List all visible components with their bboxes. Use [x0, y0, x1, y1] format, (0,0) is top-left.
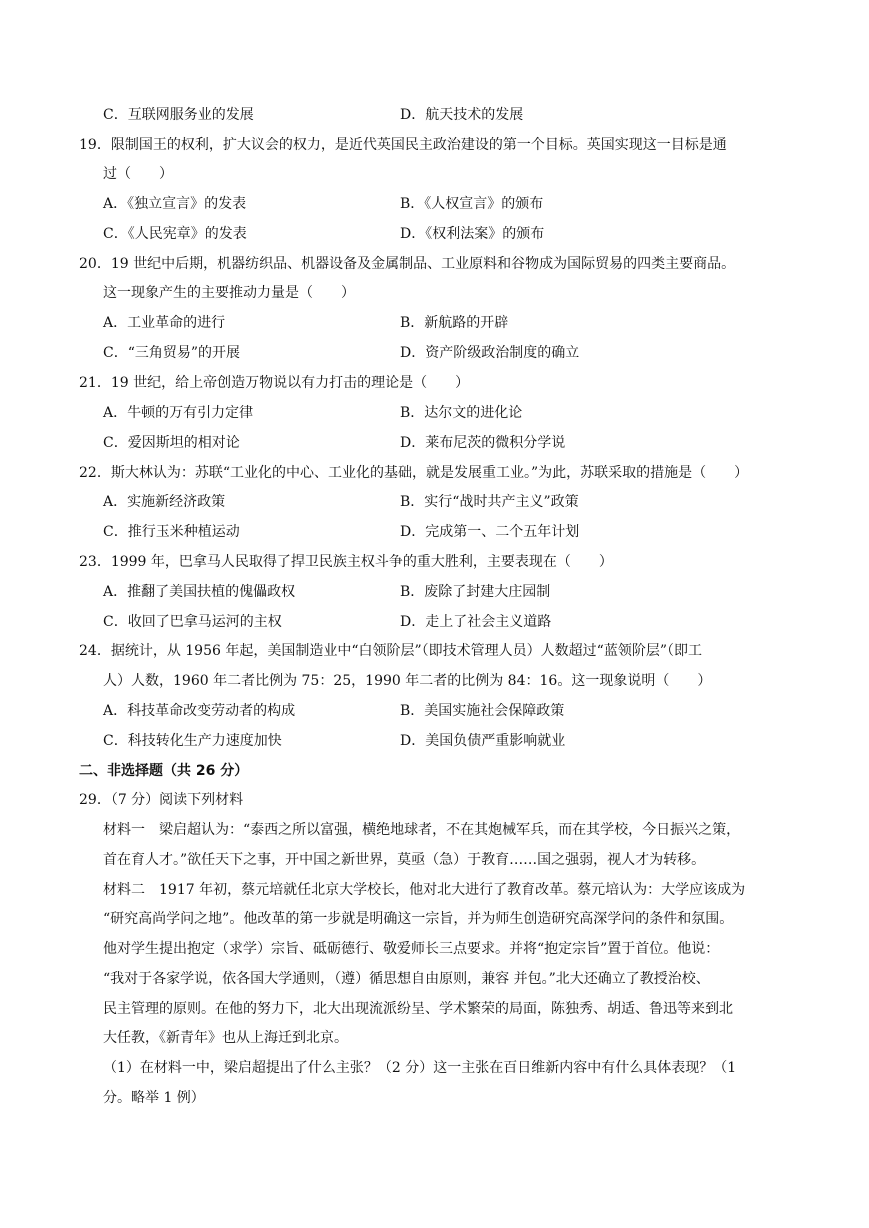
q29-subquestion1-line2: 分。略举 1 例） [103, 1090, 205, 1106]
q20-option-a: A．工业革命的进行 [103, 315, 226, 331]
q20-stem-line2: 这一现象产生的主要推动力量是（ ） [103, 285, 355, 301]
q19-stem-line2: 过（ ） [103, 166, 173, 182]
q24-option-d: D．美国负债严重影响就业 [400, 733, 566, 749]
q23-option-a: A．推翻了美国扶植的傀儡政权 [103, 584, 296, 600]
q24-stem-line2: 人）人数，1960 年二者比例为 75：25，1990 年二者的比例为 84：16。这一现象说明（ ） [103, 673, 712, 689]
q29-material1-line2: 首在育人才。”欲任天下之事，开中国之新世界，莫亟（急）于教育……国之强弱，视人才为转移。 [103, 852, 706, 868]
q20-option-c: C．“三角贸易”的开展 [103, 345, 241, 361]
q23-stem-line1: 23．1999 年，巴拿马人民取得了捍卫民族主权斗争的重大胜利，主要表现在（ ） [79, 554, 613, 570]
q29-material2-line5: 民主管理的原则。在他的努力下，北大出现流派纷呈、学术繁荣的局面，陈独秀、胡适、鲁迅等来到北 [103, 1001, 733, 1017]
q24-option-c: C．科技转化生产力速度加快 [103, 733, 282, 749]
q29-material2-line6: 大任教，《新青年》也从上海迁到北京。 [103, 1030, 348, 1046]
q24-stem-line1: 24．据统计，从 1956 年起，美国制造业中“白领阶层”（即技术管理人员）人数超过“蓝领阶层”（即工 [79, 643, 702, 659]
q20-option-d: D．资产阶级政治制度的确立 [400, 345, 580, 361]
q22-option-c: C．推行玉米种植运动 [103, 524, 240, 540]
q29-material2-line3: 他对学生提出抱定（求学）宗旨、砥砺德行、敬爱师长三点要求。并将“抱定宗旨”置于首位。他说： [103, 941, 720, 957]
q21-option-a: A．牛顿的万有引力定律 [103, 405, 254, 421]
q29-material2-line4: “我对于各家学说，依各国大学通则，（遵）循思想自由原则，兼容 并包。”北大还确立了教授治校、 [103, 971, 710, 987]
q29-material1-line1: 材料一 梁启超认为：“泰西之所以富强，横绝地球者，不在其炮械军兵，而在其学校，今日振兴之策， [103, 822, 741, 838]
q22-option-a: A．实施新经济政策 [103, 494, 226, 510]
q22-stem-line1: 22．斯大林认为：苏联“工业化的中心、工业化的基础，就是发展重工业。”为此，苏联采取的措施是（ ） [79, 465, 749, 481]
q21-option-c: C．爱因斯坦的相对论 [103, 435, 240, 451]
q24-option-a: A．科技革命改变劳动者的构成 [103, 703, 296, 719]
q19-stem-line1: 19．限制国王的权利，扩大议会的权力，是近代英国民主政治建设的第一个目标。英国实现这一目标是通 [79, 137, 727, 153]
q19-option-c: C．《人民宪章》的发表 [103, 226, 247, 242]
q29-stem: 29．（7 分）阅读下列材料 [79, 792, 244, 808]
q19-option-d: D．《权利法案》的颁布 [400, 226, 545, 242]
q24-option-b: B．美国实施社会保障政策 [400, 703, 565, 719]
q19-option-a: A．《独立宣言》的发表 [103, 196, 247, 212]
section-heading: 二、非选择题（共 26 分） [79, 763, 249, 779]
q29-material2-line1: 材料二 1917 年初，蔡元培就任北京大学校长，他对北大进行了教育改革。蔡元培认为：大学应该成为 [103, 882, 746, 898]
q20-stem-line1: 20．19 世纪中后期，机器纺织品、机器设备及金属制品、工业原料和谷物成为国际贸易的四类主要商品。 [79, 256, 736, 272]
q18-option-d: D．航天技术的发展 [400, 107, 524, 123]
q21-stem-line1: 21．19 世纪，给上帝创造万物说以有力打击的理论是（ ） [79, 375, 470, 391]
q29-subquestion1-line1: （1）在材料一中，梁启超提出了什么主张？（2 分）这一主张在百日维新内容中有什么具体表现？（1 [103, 1060, 737, 1076]
q20-option-b: B．新航路的开辟 [400, 315, 509, 331]
q23-option-b: B．废除了封建大庄园制 [400, 584, 551, 600]
q21-option-d: D．莱布尼茨的微积分学说 [400, 435, 566, 451]
q18-option-c: C．互联网服务业的发展 [103, 107, 254, 123]
q22-option-b: B．实行“战时共产主义”政策 [400, 494, 579, 510]
q23-option-c: C．收回了巴拿马运河的主权 [103, 614, 282, 630]
q19-option-b: B．《人权宣言》的颁布 [400, 196, 544, 212]
q23-option-d: D．走上了社会主义道路 [400, 614, 552, 630]
q21-option-b: B．达尔文的进化论 [400, 405, 523, 421]
q22-option-d: D．完成第一、二个五年计划 [400, 524, 580, 540]
q29-material2-line2: “研究高尚学问之地”。他改革的第一步就是明确这一宗旨，并为师生创造研究高深学问的条件和氛围。 [103, 911, 734, 927]
